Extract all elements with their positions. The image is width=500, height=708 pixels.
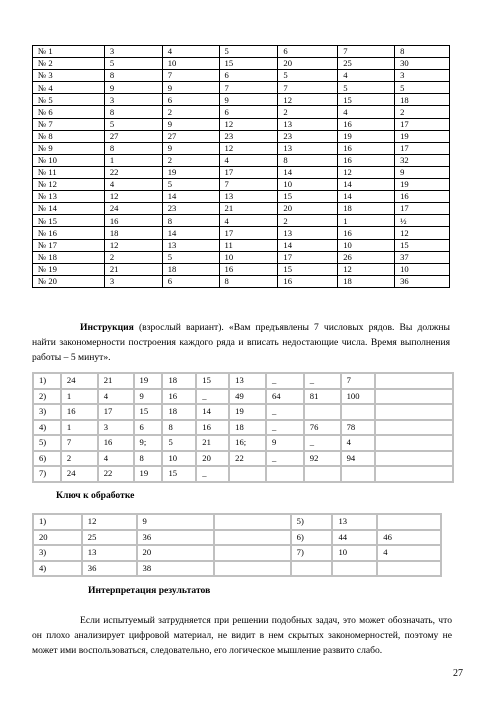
table-cell: 7 (219, 179, 278, 191)
table-cell: 12 (104, 191, 162, 203)
table-cell: 10 (332, 545, 377, 561)
table-cell: 17 (219, 227, 278, 239)
table-cell: 10 (278, 179, 338, 191)
table-cell (304, 466, 341, 482)
table-cell (332, 561, 377, 577)
table-cell: _ (196, 466, 229, 482)
test-series-table-body (33, 373, 453, 482)
table-cell: 8 (219, 275, 278, 287)
table-cell: 13 (162, 239, 219, 251)
table-cell: 16 (395, 191, 450, 203)
table-cell: 10 (219, 251, 278, 263)
table-cell: 2 (104, 251, 162, 263)
table-row (33, 191, 450, 203)
table-cell: 36 (82, 561, 137, 577)
table-row (33, 420, 453, 436)
table-cell: 16 (338, 227, 395, 239)
table-row (33, 466, 453, 482)
table-cell: 20 (33, 530, 82, 546)
table-cell: 13 (278, 227, 338, 239)
table-row (33, 203, 450, 215)
table-cell: _ (266, 404, 304, 420)
table-cell: 19 (229, 404, 266, 420)
table-row (33, 94, 450, 106)
table-cell: 5 (104, 58, 162, 70)
table-cell: 78 (341, 420, 375, 436)
table-cell: 9 (266, 435, 304, 451)
table-cell: 7 (219, 82, 278, 94)
table-cell: 13 (82, 545, 137, 561)
table-cell: 12 (82, 514, 137, 530)
table-cell: 14 (196, 404, 229, 420)
table-cell: № 4 (33, 82, 105, 94)
table-row (33, 46, 450, 58)
table-cell: 4 (104, 179, 162, 191)
table-cell: 18 (338, 203, 395, 215)
table-cell: ½ (395, 215, 450, 227)
table-row (33, 561, 441, 577)
table-cell: 25 (82, 530, 137, 546)
table-cell: № 19 (33, 263, 105, 275)
table-cell: 13 (332, 514, 377, 530)
table-row (33, 118, 450, 130)
table-cell: 76 (304, 420, 341, 436)
table-cell: № 5 (33, 94, 105, 106)
table-cell: 17 (395, 203, 450, 215)
table-row (33, 263, 450, 275)
instruction-paragraph (32, 320, 450, 365)
table-cell: 2 (61, 451, 98, 467)
table-cell: 12 (395, 227, 450, 239)
table-cell: 6 (162, 94, 219, 106)
table-row (33, 70, 450, 82)
table-cell: 10 (395, 263, 450, 275)
table-cell: _ (266, 420, 304, 436)
table-cell (214, 514, 291, 530)
table-cell: 20 (196, 451, 229, 467)
table-cell: 18 (104, 227, 162, 239)
table-cell: 1 (338, 215, 395, 227)
table-cell: 8 (104, 70, 162, 82)
table-cell: 16; (229, 435, 266, 451)
table-row (33, 142, 450, 154)
table-cell: 4 (219, 154, 278, 166)
table-cell: 16 (219, 263, 278, 275)
table-row (33, 404, 453, 420)
table-cell: 9 (162, 142, 219, 154)
table-cell: 32 (395, 154, 450, 166)
table-cell: 9 (137, 514, 215, 530)
table-cell: 38 (137, 561, 215, 577)
table-cell: 18 (162, 373, 196, 389)
table-cell: № 20 (33, 275, 105, 287)
table-row (33, 154, 450, 166)
table-cell: 16 (338, 142, 395, 154)
table-cell: 18 (338, 275, 395, 287)
table-cell: № 8 (33, 130, 105, 142)
table-row (33, 545, 441, 561)
table-cell: 12 (338, 166, 395, 178)
table-cell: 4 (162, 46, 219, 58)
table-cell: 3 (104, 46, 162, 58)
table-cell: № 9 (33, 142, 105, 154)
table-cell: 6 (278, 46, 338, 58)
table-cell: 94 (341, 451, 375, 467)
table-cell: 36 (137, 530, 215, 546)
table-cell: 16 (196, 420, 229, 436)
table-cell: 12 (278, 94, 338, 106)
table-cell: 15 (162, 466, 196, 482)
table-cell: 8 (104, 106, 162, 118)
table-cell: 14 (338, 191, 395, 203)
table-cell: 7 (278, 82, 338, 94)
table-cell: 7) (291, 545, 333, 561)
table-cell (375, 389, 454, 405)
table-cell: 6 (219, 106, 278, 118)
table-cell: 18 (162, 263, 219, 275)
table-cell: 25 (338, 58, 395, 70)
table-cell: 27 (104, 130, 162, 142)
table-cell: 21 (196, 435, 229, 451)
table-cell: _ (304, 373, 341, 389)
table-row (33, 373, 453, 389)
table-cell: 19 (395, 179, 450, 191)
table-cell: 18 (395, 94, 450, 106)
table-cell: 4) (33, 561, 82, 577)
table-cell: 22 (229, 451, 266, 467)
interpretation-paragraph (32, 613, 452, 658)
table-cell: № 18 (33, 251, 105, 263)
table-cell: 19 (338, 130, 395, 142)
table-cell: 8 (162, 420, 196, 436)
table-cell: 2 (395, 106, 450, 118)
table-cell (291, 561, 333, 577)
table-cell: 9 (104, 82, 162, 94)
table-cell: 16 (338, 118, 395, 130)
table-cell: № 13 (33, 191, 105, 203)
table-cell (214, 530, 291, 546)
table-cell: 8 (162, 215, 219, 227)
table-row (33, 58, 450, 70)
table-cell (377, 561, 441, 577)
table-cell (375, 373, 454, 389)
table-cell: 2 (162, 154, 219, 166)
table-cell: 15 (219, 58, 278, 70)
table-row (33, 106, 450, 118)
table-cell: 24 (104, 203, 162, 215)
table-cell: № 17 (33, 239, 105, 251)
table-row (33, 451, 453, 467)
answer-key-table (32, 513, 442, 577)
instruction-label: Инструкция (80, 322, 134, 333)
table-cell: 17 (219, 166, 278, 178)
table-cell: 13 (278, 142, 338, 154)
table-cell: 5 (338, 82, 395, 94)
table-cell: 19 (395, 130, 450, 142)
table-cell: 4 (219, 215, 278, 227)
table-cell: 46 (377, 530, 441, 546)
table-cell: 19 (134, 373, 163, 389)
table-cell: 36 (395, 275, 450, 287)
table-cell: 4 (98, 389, 134, 405)
table-cell: 100 (341, 389, 375, 405)
table-cell: 17 (395, 118, 450, 130)
table-cell: 12 (219, 142, 278, 154)
table-row (33, 227, 450, 239)
table-row (33, 530, 441, 546)
table-cell: 3) (33, 545, 82, 561)
table-cell: 27 (162, 130, 219, 142)
table-cell: 14 (162, 227, 219, 239)
table-cell: 14 (338, 179, 395, 191)
table-cell: 5) (33, 435, 61, 451)
table-row (33, 215, 450, 227)
table-cell: № 3 (33, 70, 105, 82)
table-cell: 7 (61, 435, 98, 451)
table-cell: 9 (219, 94, 278, 106)
table-cell: 4) (33, 420, 61, 436)
table-cell: 21 (98, 373, 134, 389)
table-row (33, 251, 450, 263)
table-cell (375, 404, 454, 420)
table-cell: _ (266, 373, 304, 389)
table-cell: 8 (278, 154, 338, 166)
table-cell: 4 (341, 435, 375, 451)
table-cell: 10 (338, 239, 395, 251)
table-cell: 7) (33, 466, 61, 482)
table-cell: 37 (395, 251, 450, 263)
table-cell: № 11 (33, 166, 105, 178)
table-cell (341, 404, 375, 420)
table-cell: 1 (61, 420, 98, 436)
table-cell: 15 (395, 239, 450, 251)
table-cell (375, 435, 454, 451)
table-row (33, 130, 450, 142)
table-cell: 2 (278, 215, 338, 227)
table-cell: № 7 (33, 118, 105, 130)
table-cell: 13 (219, 191, 278, 203)
table-cell: 4 (98, 451, 134, 467)
table-cell: 15 (134, 404, 163, 420)
table-row (33, 166, 450, 178)
table-cell: 5) (291, 514, 333, 530)
table-cell: 16 (162, 389, 196, 405)
table-cell (266, 466, 304, 482)
table-cell: 5 (162, 179, 219, 191)
answer-key-table-body (33, 514, 441, 576)
table-cell: 7 (162, 70, 219, 82)
table-cell: 92 (304, 451, 341, 467)
table-cell: 17 (98, 404, 134, 420)
table-cell: 6) (33, 451, 61, 467)
table-cell: № 10 (33, 154, 105, 166)
table-cell: 3 (104, 94, 162, 106)
table-cell: 5 (395, 82, 450, 94)
table-cell: 9 (134, 389, 163, 405)
table-cell: 1 (61, 389, 98, 405)
table-cell: 14 (278, 166, 338, 178)
table-cell: 5 (219, 46, 278, 58)
table-cell: № 6 (33, 106, 105, 118)
table-row (33, 389, 453, 405)
table-cell: 18 (229, 420, 266, 436)
table-cell (304, 404, 341, 420)
table-cell: 11 (219, 239, 278, 251)
table-cell: 21 (104, 263, 162, 275)
table-row (33, 514, 441, 530)
table-cell: 9 (162, 118, 219, 130)
table-cell: 17 (278, 251, 338, 263)
table-row (33, 82, 450, 94)
table-cell: 23 (162, 203, 219, 215)
table-row (33, 275, 450, 287)
table-cell: 10 (162, 58, 219, 70)
interpretation-title: Интерпретация результатов (88, 585, 211, 596)
table-cell: 13 (229, 373, 266, 389)
table-cell: _ (304, 435, 341, 451)
table-cell (214, 545, 291, 561)
table-cell: 26 (338, 251, 395, 263)
table-row (33, 435, 453, 451)
table-cell: 16 (278, 275, 338, 287)
table-cell: 9 (395, 166, 450, 178)
table-cell: 4 (377, 545, 441, 561)
table-cell: 17 (395, 142, 450, 154)
table-cell: 2) (33, 389, 61, 405)
page-number: 27 (453, 668, 463, 679)
table-cell: 64 (266, 389, 304, 405)
key-title: Ключ к обработке (56, 490, 135, 501)
table-cell: № 14 (33, 203, 105, 215)
table-cell: № 12 (33, 179, 105, 191)
table-cell: 81 (304, 389, 341, 405)
table-cell: 44 (332, 530, 377, 546)
table-cell: 12 (219, 118, 278, 130)
table-cell: 19 (134, 466, 163, 482)
table-cell: 1 (104, 154, 162, 166)
table-cell (375, 420, 454, 436)
table-cell: 4 (338, 70, 395, 82)
table-cell: 12 (104, 239, 162, 251)
table-cell: № 15 (33, 215, 105, 227)
table-cell: 15 (278, 263, 338, 275)
table-cell: 16 (104, 215, 162, 227)
table-cell: _ (196, 389, 229, 405)
table-cell (377, 514, 441, 530)
table-cell: 14 (278, 239, 338, 251)
table-cell: 8 (395, 46, 450, 58)
table-cell: 20 (278, 58, 338, 70)
table-cell: 16 (98, 435, 134, 451)
table-cell: 15 (278, 191, 338, 203)
table-cell: 2 (278, 106, 338, 118)
table-cell: 30 (395, 58, 450, 70)
interpretation-text: Если испытуемый затрудняется при решении подобных задач, это может обозначать, что он плохо анализирует цифровой материал, не видит в нем скрытых закономерностей, поэтому не может ими воспользоваться, следовательно, его логическое мышление развито слабо. (32, 615, 452, 656)
instruction-text: (взрослый вариант). «Вам предъявлены 7 числовых рядов. Вы должны найти закономерности построения каждого ряда и вписать недостающие числа. Время выполнения работы – 5 минут». (32, 322, 450, 363)
table-cell: 24 (61, 373, 98, 389)
number-series-table (32, 45, 450, 288)
table-cell: 8 (134, 451, 163, 467)
table-cell: 4 (338, 106, 395, 118)
table-cell: 5 (162, 435, 196, 451)
table-cell (214, 561, 291, 577)
number-series-table-body (33, 46, 450, 288)
table-cell: 7 (341, 373, 375, 389)
table-cell: 24 (61, 466, 98, 482)
table-cell: 1) (33, 373, 61, 389)
table-cell: 5 (278, 70, 338, 82)
table-cell: 16 (61, 404, 98, 420)
table-cell: 3 (98, 420, 134, 436)
table-cell: 6 (162, 275, 219, 287)
table-cell: 9 (162, 82, 219, 94)
table-cell: 15 (196, 373, 229, 389)
table-cell (229, 466, 266, 482)
table-cell: 12 (338, 263, 395, 275)
table-cell (375, 466, 454, 482)
table-cell: 22 (98, 466, 134, 482)
table-cell: 13 (278, 118, 338, 130)
table-cell: 3 (104, 275, 162, 287)
table-cell: 22 (104, 166, 162, 178)
table-cell: 19 (162, 166, 219, 178)
table-cell: 6 (134, 420, 163, 436)
test-series-table (32, 372, 454, 483)
table-cell: 2 (162, 106, 219, 118)
table-cell: № 1 (33, 46, 105, 58)
table-cell: 5 (104, 118, 162, 130)
table-cell: 20 (278, 203, 338, 215)
table-row (33, 239, 450, 251)
table-cell: 8 (104, 142, 162, 154)
table-cell: 21 (219, 203, 278, 215)
table-cell (375, 451, 454, 467)
table-cell: 14 (162, 191, 219, 203)
table-cell: 7 (338, 46, 395, 58)
table-cell: 6) (291, 530, 333, 546)
table-cell: № 2 (33, 58, 105, 70)
table-cell: 3) (33, 404, 61, 420)
table-cell: 9; (134, 435, 163, 451)
table-cell: _ (266, 451, 304, 467)
table-cell: 16 (338, 154, 395, 166)
table-row (33, 179, 450, 191)
table-cell: 23 (278, 130, 338, 142)
table-cell: 10 (162, 451, 196, 467)
table-cell: 1) (33, 514, 82, 530)
table-cell: 20 (137, 545, 215, 561)
table-cell: 15 (338, 94, 395, 106)
table-cell: 5 (162, 251, 219, 263)
table-cell: 3 (395, 70, 450, 82)
table-cell (341, 466, 375, 482)
table-cell: № 16 (33, 227, 105, 239)
table-cell: 23 (219, 130, 278, 142)
table-cell: 18 (162, 404, 196, 420)
table-cell: 49 (229, 389, 266, 405)
table-cell: 6 (219, 70, 278, 82)
